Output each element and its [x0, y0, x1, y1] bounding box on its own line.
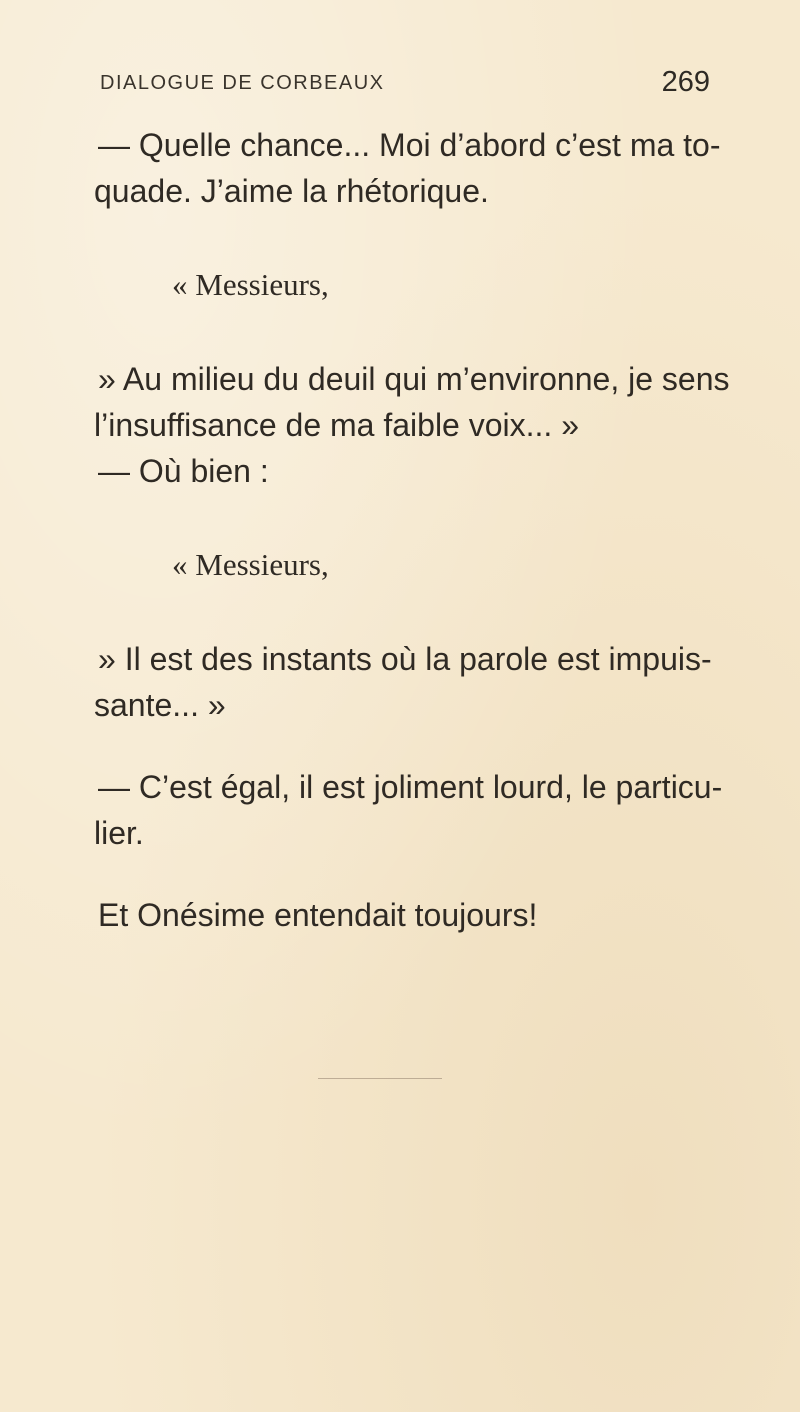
text-line: » Il est des instants où la parole est impuis-: [98, 641, 712, 677]
text-line: quade. J’aime la rhétorique.: [94, 173, 489, 209]
page-body: [94, 122, 730, 938]
page-number: 269: [661, 66, 710, 98]
text-line: « Messieurs,: [172, 267, 329, 302]
end-rule: [318, 1078, 442, 1079]
text-line: — C’est égal, il est joliment lourd, le particu-: [98, 769, 723, 805]
text-line: Et Onésime entendait toujours!: [98, 897, 538, 933]
text-line: sante... »: [94, 687, 226, 723]
text-line: — Où bien :: [98, 453, 269, 489]
page-header: [90, 66, 710, 110]
text-line: l’insuffisance de ma faible voix... »: [94, 407, 579, 443]
running-head: DIALOGUE DE CORBEAUX: [100, 72, 385, 94]
text-line: lier.: [94, 815, 144, 851]
text-line: — Quelle chance... Moi d’abord c’est ma to-: [98, 127, 721, 163]
text-line: » Au milieu du deuil qui m’environne, je sens: [98, 361, 730, 397]
text-line: « Messieurs,: [172, 547, 329, 582]
